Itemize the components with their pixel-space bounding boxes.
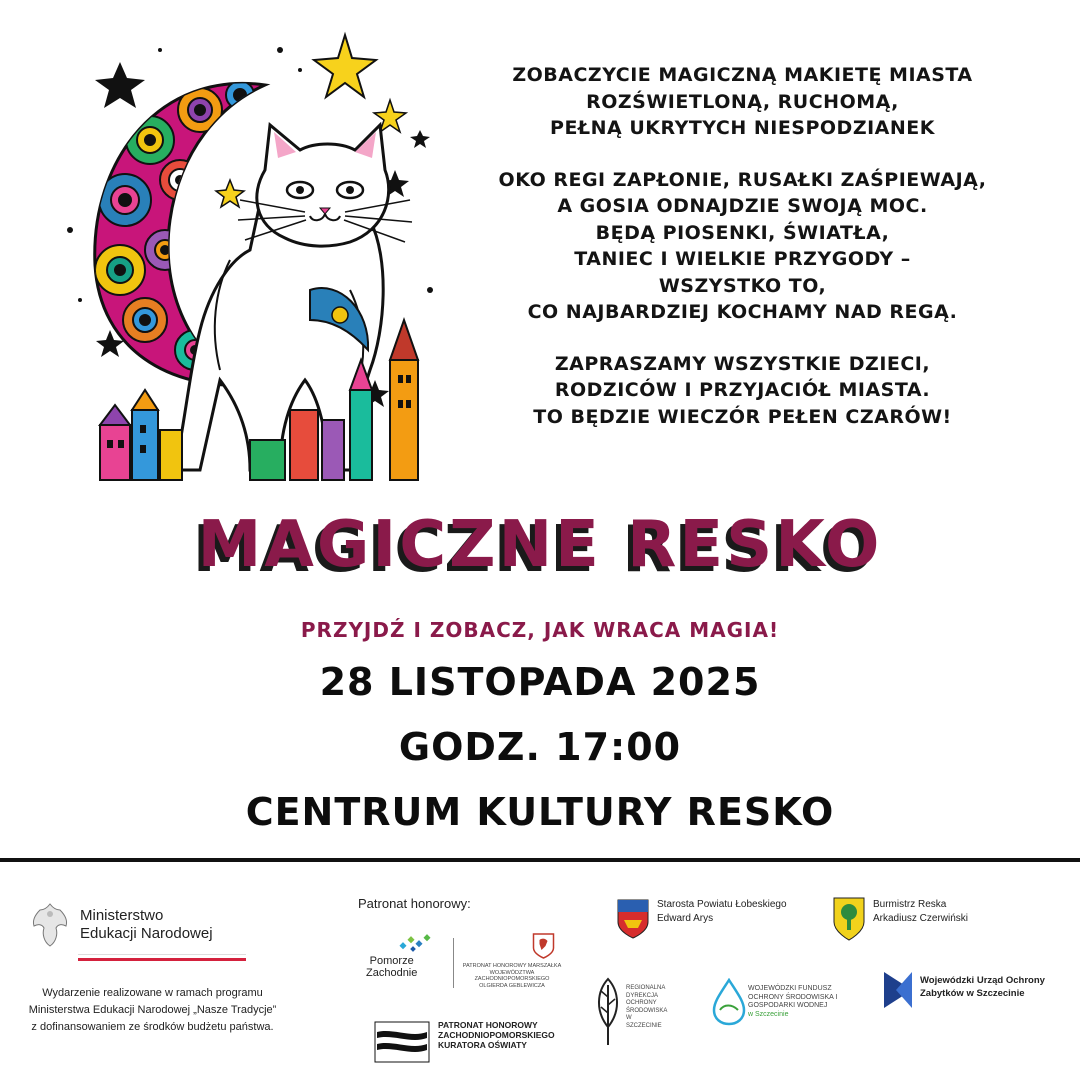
ministry-name-line1: Ministerstwo — [80, 907, 164, 924]
burmistrz-text — [873, 898, 968, 926]
burmistrz-title: Burmistrz Reska — [873, 899, 947, 910]
wfos-name: WOJEWÓDZKI FUNDUSZ OCHRONY ŚRODOWISKA I GOSPODARKI WODNEJ — [748, 985, 838, 1009]
starosta-name: Edward Arys — [657, 913, 714, 924]
ministry-name-line2: Edukacji Narodowej — [80, 925, 213, 942]
kuratorium-logo-icon — [373, 1018, 431, 1066]
pomorze-zachodnie-text — [366, 955, 417, 979]
wfos-city: w Szczecinie — [748, 1010, 789, 1018]
marszalek-patronat-text: PATRONAT HONOROWY MARSZAŁKA WOJEWÓDZTWA ZACHODNIOPOMORSKIEGO OLGIERDA GEBLEWICZA — [462, 963, 562, 989]
powiat-lobeski-crest-icon — [616, 898, 650, 940]
patronat-label: Patronat honorowy: — [358, 896, 471, 911]
burmistrz-name: Arkadiusz Czerwiński — [873, 913, 969, 924]
wfos-text — [748, 985, 858, 1019]
intro-paragraph-2: OKO REGI ZAPŁONIE, RUSAŁKI ZAŚPIEWAJĄ, A GOSIA ODNAJDZIE SWOJĄ MOC. BĘDĄ PIOSENKI, ŚWIATŁA, TANIEC I WIELKIE PRZYGODY – WSZYSTKO TO, CO NAJBARDZIEJ KOCHAMY NAD REGĄ. — [498, 168, 987, 323]
yellow-star — [314, 35, 376, 97]
event-venue: CENTRUM KULTURY RESKO — [245, 790, 835, 834]
intro-paragraph-1: ZOBACZYCIE MAGICZNĄ MAKIETĘ MIASTA ROZŚWIETLONĄ, RUCHOMĄ, PEŁNĄ UKRYTYCH NIESPODZIANEK — [512, 64, 973, 139]
ministry-logo-block — [28, 900, 278, 961]
pomorze-line1: Pomorze — [369, 955, 414, 967]
ministry-description: Wydarzenie realizowane w ramach programu Ministerstwa Edukacji Narodowej „Nasze Tradycje” z dofinansowaniem ze środków budżetu państwa. — [28, 987, 277, 1033]
wuoz-logo-icon — [882, 970, 914, 1010]
rdos-text: REGIONALNA DYREKCJA OCHRONY ŚRODOWISKA W SZCZECINIE — [626, 985, 668, 1029]
intro-paragraph-3: ZAPRASZAMY WSZYSTKIE DZIECI, RODZICÓW I PRZYJACIÓŁ MIASTA. TO BĘDZIE WIECZÓR PEŁEN CZARÓW! — [533, 352, 952, 428]
footer-divider — [0, 858, 1080, 862]
resko-crest-icon — [832, 896, 866, 942]
event-subtitle: PRZYJDŹ I ZOBACZ, JAK WRACA MAGIA! — [300, 618, 780, 642]
logo-separator — [453, 938, 454, 988]
cat-moon-illustration — [50, 30, 450, 490]
event-date: 28 LISTOPADA 2025 — [319, 660, 761, 704]
intro-text — [445, 62, 1040, 455]
starosta-text — [657, 898, 787, 926]
pomorze-line2: Zachodnie — [366, 967, 418, 979]
water-drop-logo-icon — [712, 978, 746, 1026]
wuoz-text: Wojewódzki Urząd Ochrony Zabytków w Szczecinie — [920, 975, 1045, 999]
griffin-crest-icon — [496, 932, 591, 960]
event-title: MAGICZNE RESKO — [197, 508, 883, 582]
starosta-title: Starosta Powiatu Łobeskiego — [657, 899, 787, 910]
eagle-emblem-icon — [28, 900, 72, 950]
pomorze-zachodnie-logo-icon — [372, 933, 462, 957]
polish-flag-bar — [78, 954, 246, 961]
kuratorium-text: PATRONAT HONOROWY ZACHODNIOPOMORSKIEGO KURATORA OŚWIATY — [438, 1020, 555, 1050]
event-time: GODZ. 17:00 — [398, 725, 682, 769]
leaf-logo-icon — [593, 975, 623, 1049]
